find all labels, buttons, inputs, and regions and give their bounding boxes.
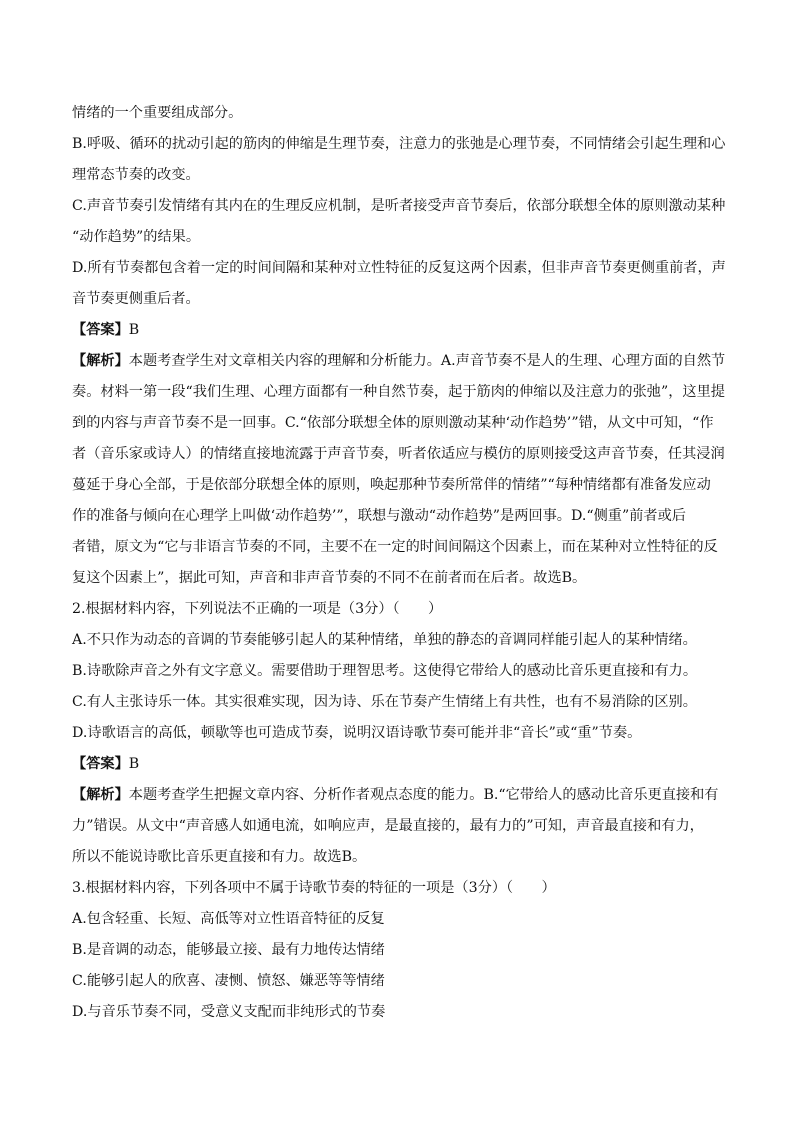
line-text: 音节奏更侧重后者。: [72, 291, 200, 307]
option-line: [72, 129, 726, 160]
line-text: 者错，原文为“它与非语言节奏的不同，主要不在一定的时间间隔这个因素上，而在某种对立性特征的反: [72, 539, 718, 555]
option-line: [72, 904, 722, 935]
line-text: B.诗歌除声音之外有文字意义。需要借助于理智思考。这使得它带给人的感动比音乐更直接和有力。: [72, 663, 698, 679]
analysis-line-continued: [72, 470, 722, 501]
answer-label: 【答案】: [72, 322, 129, 338]
analysis-line-continued: [72, 408, 722, 439]
option-line: [72, 253, 726, 284]
line-text: B.是音调的动态，能够最立接、最有力地传达情绪: [72, 942, 385, 958]
line-text: 理常态节奏的改变。: [72, 167, 200, 183]
line-text: 作的准备与倾向在心理学上叫做‘动作趋势’”，联想与激动“动作趋势”是两回事。D.“侧重”前者或后: [72, 508, 686, 524]
analysis-line-continued: [72, 501, 722, 532]
analysis-line: [72, 780, 722, 811]
line-text: B.呼吸、循环的扰动引起的筋肉的伸缩是生理节奏，注意力的张弛是心理节奏，不同情绪会引起生理和心: [72, 136, 726, 152]
option-line-continued: [72, 284, 722, 315]
line-text: 2.根据材料内容，下列说法不正确的一项是（3分）（ ）: [72, 601, 443, 617]
option-line: [72, 625, 722, 656]
line-text: “动作趋势”的结果。: [72, 229, 201, 245]
analysis-line-continued: [72, 811, 722, 842]
line-text: 者（音乐家或诗人）的情绪直接地流露于声音节奏，听者依适应与模仿的原则接受这声音节奏，任其浸润: [72, 446, 725, 462]
line-text: D.诗歌语言的高低，顿歇等也可造成节奏，说明汉语诗歌节奏可能并非“音长”或“重”节奏。: [72, 725, 642, 741]
option-line: [72, 687, 722, 718]
line-text: C.声音节奏引发情绪有其内在的生理反应机制，是听者接受声音节奏后，依部分联想全体的原则激动某种: [72, 198, 726, 214]
line-text: C.能够引起人的欣喜、凄恻、愤怒、嫌恶等等情绪: [72, 973, 385, 989]
line-text: A.包含轻重、长短、高低等对立性语音特征的反复: [72, 911, 385, 927]
analysis-label: 【解析】: [72, 787, 129, 803]
answer-line: [72, 749, 722, 780]
option-line-continued: [72, 160, 722, 191]
line-text: 情绪的一个重要组成部分。: [72, 105, 243, 121]
option-line: [72, 966, 722, 997]
line-text: 复这个因素上”，据此可知，声音和非声音节奏的不同不在前者而在后者。故选B。: [72, 570, 587, 586]
line-text: D.与音乐节奏不同，受意义支配而非纯形式的节奏: [72, 1004, 386, 1020]
line-text: 本题考查学生把握文章内容、分析作者观点态度的能力。B.“它带给人的感动比音乐更直接和有: [128, 787, 719, 803]
analysis-line-continued: [72, 842, 722, 873]
line-text: 力”错误。从文中“声音感人如通电流，如响应声，是最直接的，最有力的”可知，声音最直接和有力，: [72, 818, 704, 834]
line-text: 到的内容与声音节奏不是一回事。C.“依部分联想全体的原则激动某种‘动作趋势’”错，从文中可知，“作: [72, 415, 714, 431]
answer-line: [72, 315, 722, 346]
analysis-line-continued: [72, 532, 722, 563]
option-line: [72, 935, 722, 966]
line-text: 奏。材料一第一段“我们生理、心理方面都有一种自然节奏，起于筋肉的伸缩以及注意力的张弛”，这里提: [72, 384, 725, 400]
line-text: D.所有节奏都包含着一定的时间间隔和某种对立性特征的反复这两个因素，但非声音节奏更侧重前者，声: [72, 260, 726, 276]
option-line: [72, 191, 726, 222]
analysis-line: [72, 346, 726, 377]
line-text: 蔓延于身心全部，于是依部分联想全体的原则，唤起那种节奏所常伴的情绪”“每种情绪都有准备发应动: [72, 477, 711, 493]
document-page: [72, 98, 726, 1028]
question-line: [72, 873, 722, 904]
line-text: 本题考查学生对文章相关内容的理解和分析能力。A.声音节奏不是人的生理、心理方面的自然节: [128, 353, 726, 369]
answer-label: 【答案】: [72, 756, 129, 772]
option-line: [72, 997, 722, 1028]
option-line-continued: [72, 222, 722, 253]
line-text: 3.根据材料内容，下列各项中不属于诗歌节奏的特征的一项是（3分）（ ）: [72, 880, 556, 896]
body-text-line: [72, 98, 722, 129]
option-line: [72, 656, 722, 687]
question-line: [72, 594, 722, 625]
answer-value: B: [128, 322, 140, 338]
analysis-line-continued: [72, 439, 725, 470]
line-text: A.不只作为动态的音调的节奏能够引起人的某种情绪，单独的静态的音调同样能引起人的某种情绪。: [72, 632, 697, 648]
line-text: 所以不能说诗歌比音乐更直接和有力。故选B。: [72, 849, 367, 865]
answer-value: B: [128, 756, 140, 772]
analysis-line-continued: [72, 377, 725, 408]
line-text: C.有人主张诗乐一体。其实很难实现，因为诗、乐在节奏产生情绪上有共性，也有不易消除的区别。: [72, 694, 697, 710]
option-line: [72, 718, 722, 749]
analysis-label: 【解析】: [72, 353, 129, 369]
analysis-line-continued: [72, 563, 722, 594]
